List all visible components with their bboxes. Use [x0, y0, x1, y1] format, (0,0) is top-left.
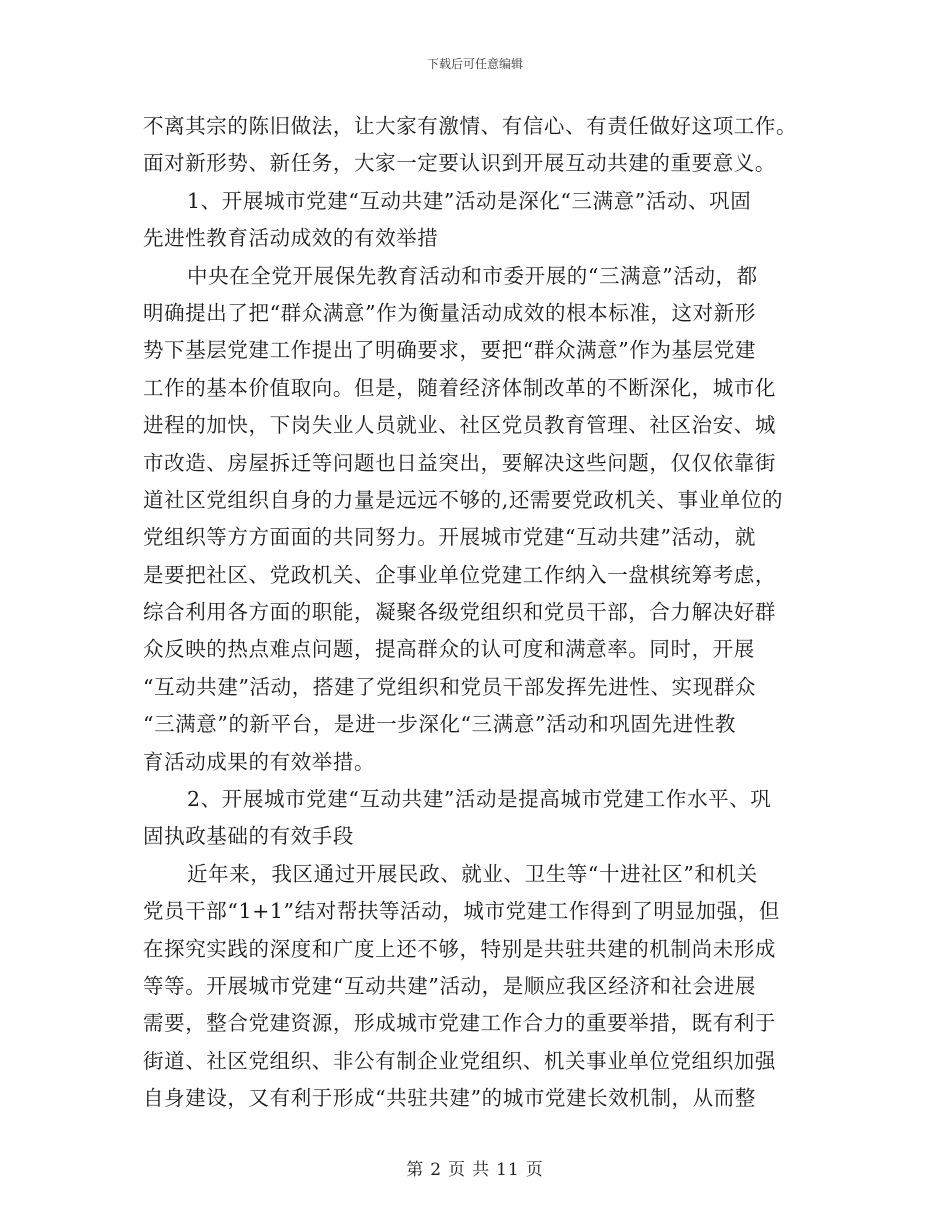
text-line: 明确提出了把“群众满意”作为衡量活动成效的根本标准，这对新形	[143, 300, 756, 325]
text-line: 近年来，我区通过开展民政、就业、卫生等“十进社区”和机关	[187, 861, 758, 886]
text-line: 育活动成果的有效举措。	[143, 749, 376, 774]
page-header: 下载后可任意编辑	[426, 57, 523, 71]
text-line: “互动共建”活动，搭建了党组织和党员干部发挥先进性、实现群众	[143, 674, 756, 699]
text-line: 综合利用各方面的职能，凝聚各级党组织和党员干部，合力解决好群	[143, 600, 776, 625]
section-heading-1-cont: 先进性教育活动成效的有效举措	[143, 226, 439, 251]
text-line: “三满意”的新平台，是进一步深化“三满意”活动和巩固先进性教	[143, 712, 736, 737]
text-line: 需要，整合党建资源，形成城市党建工作合力的重要举措，既有利于	[143, 1011, 776, 1036]
footer-label-total: 共	[472, 1160, 491, 1180]
footer-label-of: 页	[448, 1160, 467, 1180]
text-line: 是要把社区、党政机关、企事业单位党建工作纳入一盘棋统筹考虑，	[143, 562, 776, 587]
section-heading-2: 2、开展城市党建“互动共建”活动是提高城市党建工作水平、巩	[187, 787, 772, 812]
text-line: 在探究实践的深度和广度上还不够，特别是共驻共建的机制尚未形成	[143, 936, 776, 961]
document-body	[143, 108, 808, 1118]
text-line: 市改造、房屋拆迁等问题也日益突出，要解决这些问题，仅仅依靠街	[143, 450, 776, 475]
page-footer	[0, 1155, 950, 1180]
text-line: 工作的基本价值取向。但是，随着经济体制改革的不断深化，城市化	[143, 375, 776, 400]
text-line: 不离其宗的陈旧做法，让大家有激情、有信心、有责任做好这项工作。	[143, 114, 798, 138]
text-line: 街道、社区党组织、非公有制企业党组织、机关事业单位党组织加强	[143, 1048, 776, 1073]
text-line: 势下基层党建工作提出了明确要求，要把“群众满意”作为基层党建	[143, 338, 756, 363]
text-line: 进程的加快，下岗失业人员就业、社区党员教育管理、社区治安、城	[143, 413, 776, 438]
text-line: 道社区党组织自身的力量是远远不够的,还需要党政机关、事业单位的	[143, 487, 784, 512]
footer-label-page: 第	[406, 1160, 425, 1180]
text-line: 中央在全党开展保先教育活动和市委开展的“三满意”活动，都	[187, 263, 758, 288]
footer-total-pages: 11	[496, 1160, 520, 1180]
text-line: 等等。开展城市党建“互动共建”活动，是顺应我区经济和社会进展	[143, 973, 756, 998]
text-line: 党员干部“1+1”结对帮扶等活动，城市党建工作得到了明显加强，但	[143, 899, 780, 924]
text-line: 党组织等方方面面的共同努力。开展城市党建“互动共建”活动，就	[143, 525, 756, 550]
text-line: 众反映的热点难点问题，提高群众的认可度和满意率。同时，开展	[143, 637, 755, 662]
text-line: 自身建设，又有利于形成“共驻共建”的城市党建长效机制，从而整	[143, 1086, 756, 1111]
footer-label-page-end: 页	[525, 1160, 544, 1180]
footer-current-page: 2	[430, 1160, 443, 1180]
section-heading-2-cont: 固执政基础的有效手段	[143, 824, 354, 849]
text-line: 面对新形势、新任务，大家一定要认识到开展互动共建的重要意义。	[143, 151, 776, 176]
section-heading-1: 1、开展城市党建“互动共建”活动是深化“三满意”活动、巩固	[187, 188, 752, 213]
